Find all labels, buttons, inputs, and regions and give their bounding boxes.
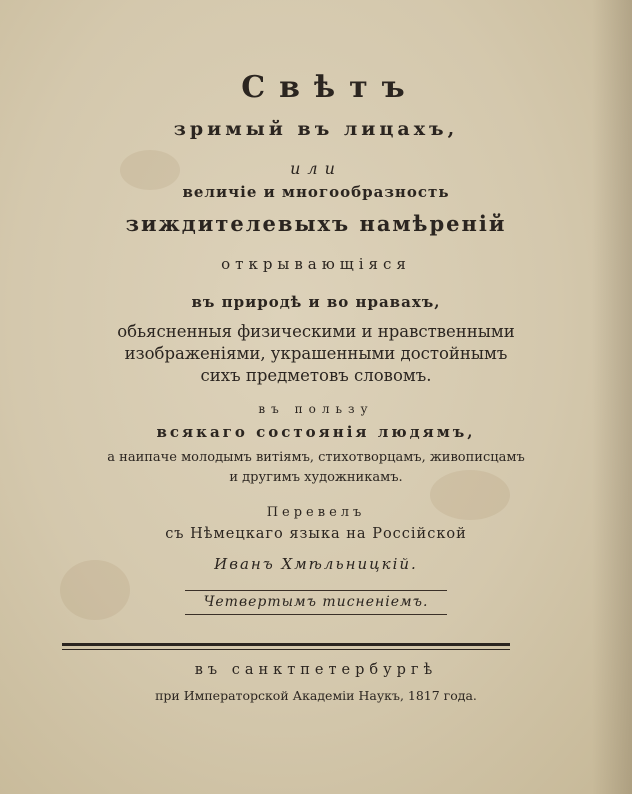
book-title: Свѣтъ	[241, 70, 419, 105]
edition-rule-top	[185, 590, 447, 591]
subtitle-line-4: открывающіяся	[221, 255, 411, 273]
source-language: съ Нѣмецкаго языка на Россійской	[165, 526, 467, 542]
description-line: сихъ предметовъ словомъ.	[200, 366, 432, 385]
translator-name: Иванъ Хмѣльницкій.	[214, 555, 418, 573]
imprint-press: при Императорской Академіи Наукъ, 1817 года.	[155, 688, 477, 703]
subtitle-or: или	[290, 159, 342, 178]
subtitle-line-2: величіе и многообразность	[182, 183, 450, 201]
audience-line: а наипаче молодымъ витіямъ, стихотворцамъ, живописцамъ	[107, 450, 525, 465]
edition-note: Четвертымъ тисненіемъ.	[203, 594, 429, 610]
description-line: обьясненныя физическими и нравственными	[117, 322, 515, 341]
subtitle-line-1: зримый въ лицахъ,	[173, 118, 459, 140]
for-benefit: въ пользу	[258, 402, 374, 416]
description-line: изображеніями, украшенными достойнымъ	[124, 344, 508, 363]
subtitle-line-5: въ природѣ и во нравахъ,	[191, 293, 441, 311]
imprint-rule-thin	[62, 649, 510, 650]
edition-rule-bottom	[185, 614, 447, 615]
imprint-rule-thick	[62, 643, 510, 646]
audience-line: и другимъ художникамъ.	[229, 470, 403, 485]
audience-heading: всякаго состоянія людямъ,	[156, 423, 476, 441]
imprint-city: въ санктпетербургѣ	[194, 662, 438, 678]
subtitle-line-3: зиждителевыхъ намѣреній	[125, 211, 507, 236]
translated-by: Перевелъ	[266, 505, 366, 520]
